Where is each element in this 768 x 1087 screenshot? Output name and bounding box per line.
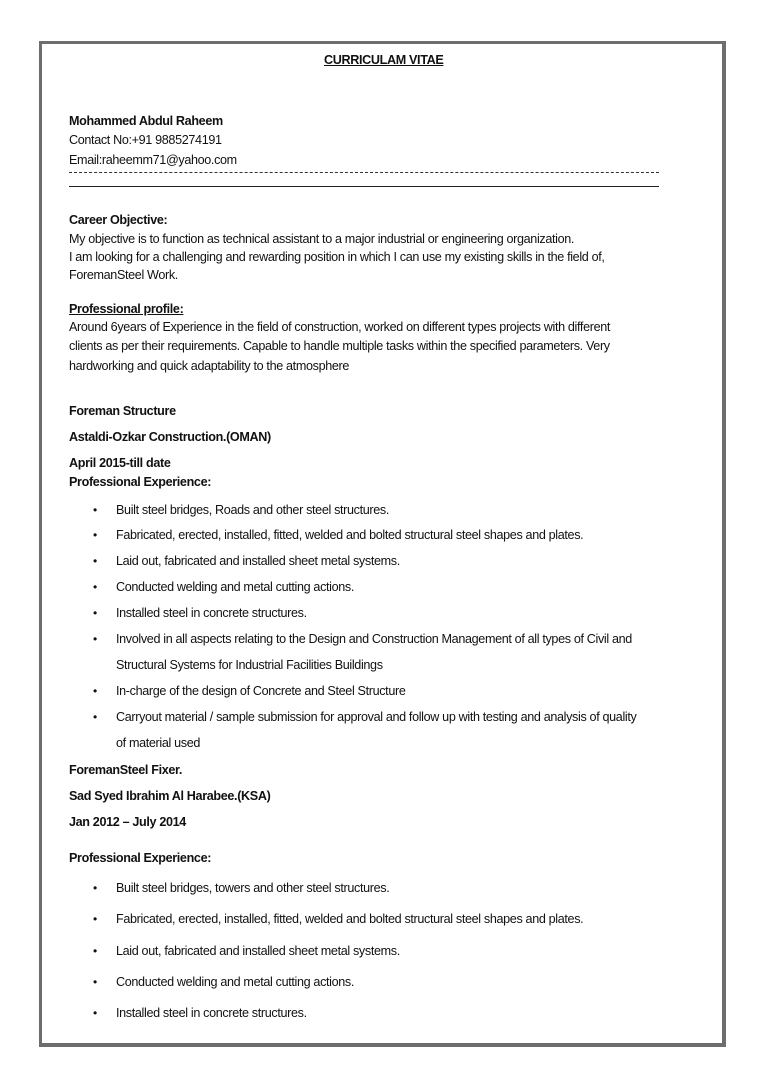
solid-divider: [69, 186, 659, 187]
career-objective-heading: Career Objective:: [69, 213, 168, 227]
job1-experience-heading: Professional Experience:: [69, 475, 212, 489]
bullet-icon: •: [93, 912, 98, 926]
bullet-icon: •: [93, 710, 98, 724]
career-objective-line: I am looking for a challenging and rewarding position in which I can use my existing skills in the field of,: [69, 250, 605, 264]
bullet-icon: •: [93, 632, 98, 646]
bullet-icon: •: [93, 975, 98, 989]
job2-company: Sad Syed Ibrahim Al Harabee.(KSA): [69, 789, 271, 803]
bullet-icon: •: [93, 606, 98, 620]
contact-number: Contact No:+91 9885274191: [69, 133, 222, 147]
job2-bullet: Fabricated, erected, installed, fitted, welded and bolted structural steel shapes and plates.: [116, 912, 584, 926]
job2-bullet: Built steel bridges, towers and other steel structures.: [116, 881, 390, 895]
job1-bullet: Involved in all aspects relating to the Design and Construction Management of all types of Civil and: [116, 632, 632, 646]
bullet-icon: •: [93, 528, 98, 542]
email: Email:raheemm71@yahoo.com: [69, 153, 237, 167]
bullet-icon: •: [93, 1006, 98, 1020]
dashed-divider: [69, 172, 659, 173]
job1-dates: April 2015-till date: [69, 456, 171, 470]
job2-experience-heading: Professional Experience:: [69, 851, 212, 865]
job1-bullet: Carryout material / sample submission for approval and follow up with testing and analysis of quality: [116, 710, 637, 724]
profile-line: clients as per their requirements. Capable to handle multiple tasks within the specified parameters. Very: [69, 339, 610, 353]
profile-heading: Professional profile:: [69, 302, 184, 316]
job1-company: Astaldi-Ozkar Construction.(OMAN): [69, 430, 271, 444]
job1-bullet: Installed steel in concrete structures.: [116, 606, 307, 620]
job2-bullet: Conducted welding and metal cutting actions.: [116, 975, 355, 989]
job2-bullet: Laid out, fabricated and installed sheet metal systems.: [116, 944, 400, 958]
job1-bullet: Conducted welding and metal cutting actions.: [116, 580, 355, 594]
job1-role: Foreman Structure: [69, 404, 176, 418]
bullet-icon: •: [93, 503, 98, 517]
profile-line: Around 6years of Experience in the field of construction, worked on different types projects with different: [69, 320, 611, 334]
job2-dates: Jan 2012 – July 2014: [69, 815, 186, 829]
bullet-icon: •: [93, 881, 98, 895]
job1-bullet: Fabricated, erected, installed, fitted, welded and bolted structural steel shapes and plates.: [116, 528, 584, 542]
job1-bullet-continuation: of material used: [116, 736, 201, 750]
job1-bullet: Laid out, fabricated and installed sheet metal systems.: [116, 554, 400, 568]
job1-bullet: In-charge of the design of Concrete and Steel Structure: [116, 684, 406, 698]
bullet-icon: •: [93, 580, 98, 594]
bullet-icon: •: [93, 684, 98, 698]
profile-line: hardworking and quick adaptability to the atmosphere: [69, 359, 350, 373]
career-objective-line: My objective is to function as technical assistant to a major industrial or engineering organization.: [69, 232, 575, 246]
career-objective-line: ForemanSteel Work.: [69, 268, 178, 282]
bullet-icon: •: [93, 944, 98, 958]
job1-bullet: Built steel bridges, Roads and other steel structures.: [116, 503, 390, 517]
document-title: CURRICULAM VITAE: [324, 53, 444, 67]
candidate-name: Mohammed Abdul Raheem: [69, 114, 223, 128]
job2-bullet: Installed steel in concrete structures.: [116, 1006, 307, 1020]
job2-role: ForemanSteel Fixer.: [69, 763, 183, 777]
job1-bullet-continuation: Structural Systems for Industrial Facilities Buildings: [116, 658, 383, 672]
bullet-icon: •: [93, 554, 98, 568]
